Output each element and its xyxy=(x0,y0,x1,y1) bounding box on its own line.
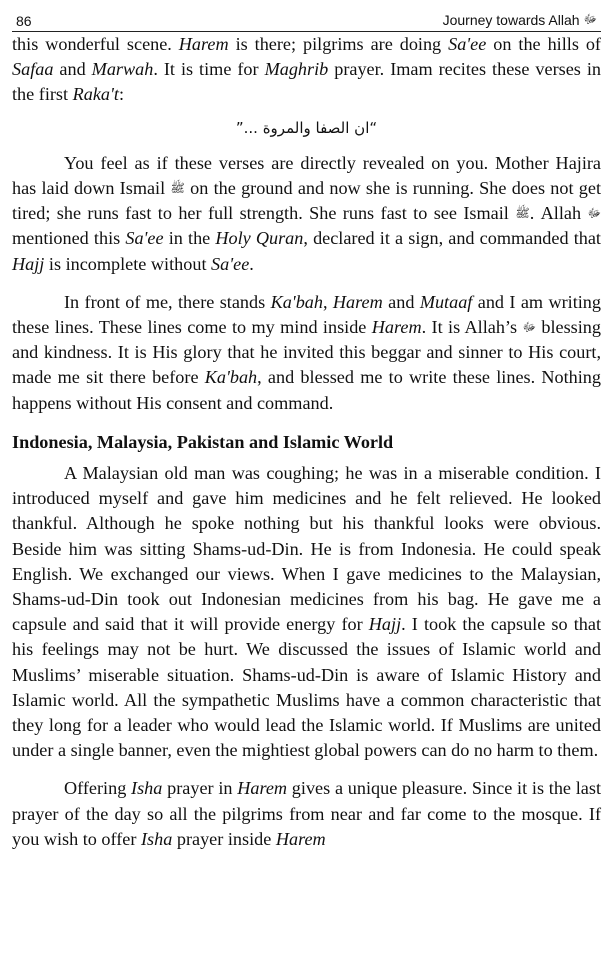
section-heading: Indonesia, Malaysia, Pakistan and Islamic World xyxy=(12,431,394,452)
paragraph-continuation: this wonderful scene. Harem is there; pilgrims are doing Sa'ee on the hills of Safaa and Marwah. It is time for Maghrib prayer. Imam recites these verses in the first Raka't: xyxy=(12,34,601,105)
paragraph-kabah: In front of me, there stands Ka'bah, Harem and Mutaaf and I am writing these lines. These lines come to my mind inside Harem. It is Allah’s ﷻ blessing and kindness. It is His glory that he invited this beggar and sinner to His court, made me sit there before Ka'bah, and blessed me to write these lines. Nothing happens without His consent and command. xyxy=(12,291,601,413)
honorific-glyph: ﷺ xyxy=(170,181,185,196)
paragraph-sa-ee: You feel as if these verses are directly revealed on you. Mother Hajira has laid down Ismail ﷺ on the ground and now she is running. She does not get tired; she runs fast to her full strength. She runs fast to see Ismail ﷺ. Allah ﷻ mentioned this Sa'ee in the Holy Quran, declared it a sign, and commanded that Hajj is incomplete without Sa'ee. xyxy=(12,152,601,274)
page-number: 86 xyxy=(16,13,32,29)
honorific-glyph: ﷻ xyxy=(587,206,601,221)
page-body xyxy=(12,32,601,852)
honorific-glyph: ﷻ xyxy=(583,12,597,26)
paragraph-malaysian: A Malaysian old man was coughing; he was in a miserable condition. I introduced myself and gave him medicines and he felt relieved. He looked thankful. Although he spoke nothing but his thankful looks were obvious. Beside him was sitting Shams-ud-Din. He is from Indonesia. He could speak English. We exchanged our views. When I gave medicines to the Malaysian, Shams-ud-Din took out Indonesian medicines from his bag. He gave me a capsule and said that it will provide energy for Hajj. I took the capsule so that his feelings may not be hurt. We discussed the issues of Islamic world and Muslims’ miserable situation. Shams-ud-Din is aware of Islamic History and Islamic world. All the sympathetic Muslims have a common characteristic that they long for a leader who would lead the Islamic world. If Muslims are united under a single banner, even the mightiest global powers can do no harm to them. xyxy=(12,463,601,761)
honorific-glyph: ﷻ xyxy=(522,320,536,335)
running-header xyxy=(12,0,601,32)
running-title: Journey towards Allah ﷻ xyxy=(442,12,597,28)
paragraph-isha: Offering Isha prayer in Harem gives a unique pleasure. Since it is the last prayer of the day so all the pilgrims from near and far come to the mosque. If you wish to offer Isha prayer inside Harem xyxy=(12,778,602,849)
honorific-glyph: ﷺ xyxy=(515,206,530,221)
arabic-verse: “ان الصفا والمروة ...” xyxy=(235,118,378,137)
